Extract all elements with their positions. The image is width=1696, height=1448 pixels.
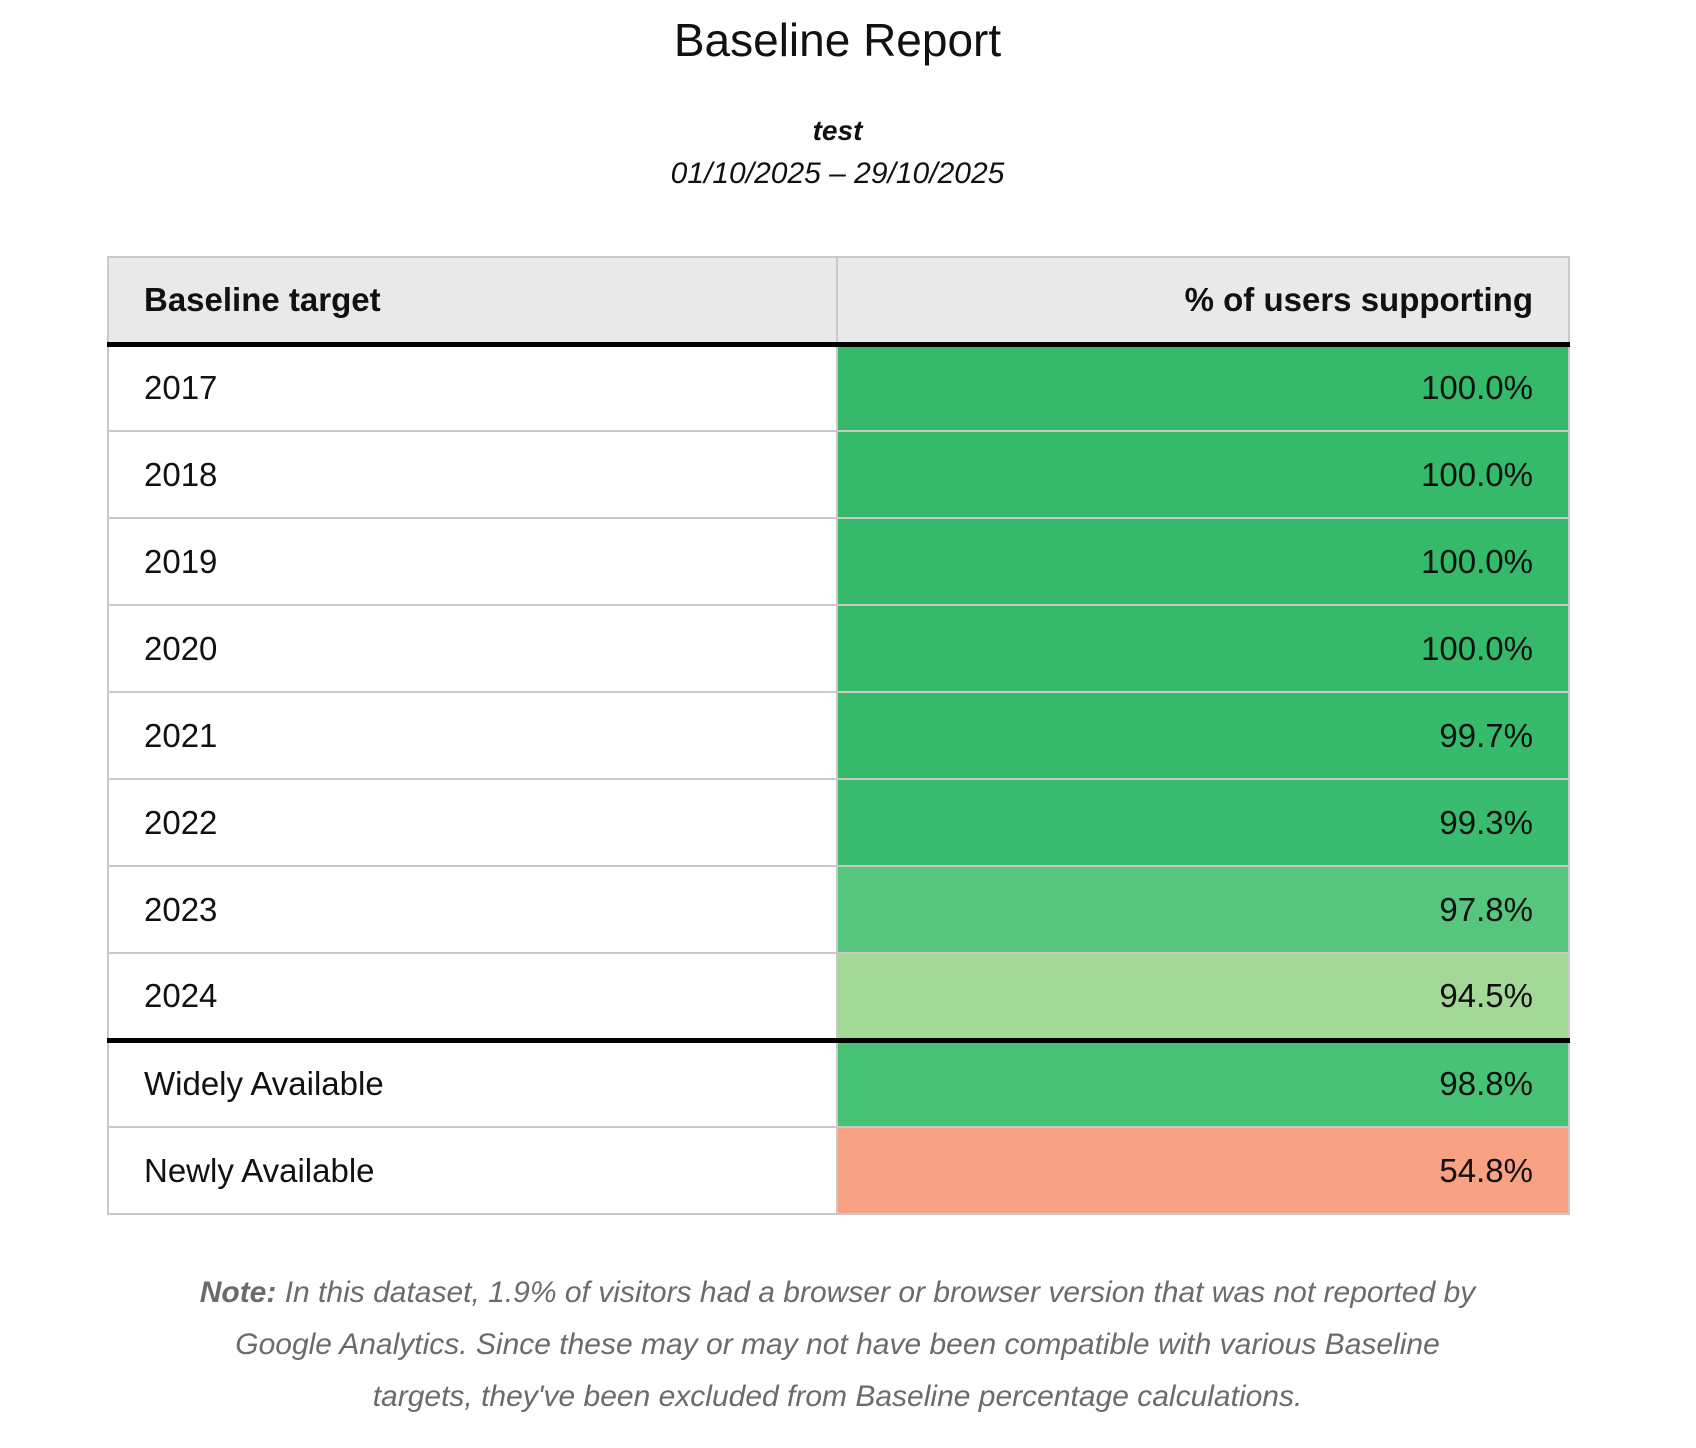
baseline-target-cell: Widely Available: [108, 1040, 837, 1127]
table-row-2018: [108, 431, 1569, 518]
table-row-2024: [108, 953, 1569, 1040]
pct-supporting-cell: 100.0%: [837, 431, 1569, 518]
pct-supporting-cell: 94.5%: [837, 953, 1569, 1040]
baseline-target-cell: 2018: [108, 431, 837, 518]
footnote-text: In this dataset, 1.9% of visitors had a browser or browser version that was not reported by Google Analytics. Since these may or may not have been compatible with various Baseline targets, they've been excluded from Baseline percentage calculations.: [235, 1276, 1476, 1413]
table-row-2019: [108, 518, 1569, 605]
page-title: Baseline Report: [673, 14, 1002, 66]
table-header-row: [108, 257, 1569, 344]
baseline-target-cell: Newly Available: [108, 1127, 837, 1214]
table-row-widely-available: [108, 1040, 1569, 1127]
footnote: [198, 1267, 1478, 1423]
table-row-2023: [108, 866, 1569, 953]
pct-supporting-cell: 100.0%: [837, 605, 1569, 692]
baseline-target-cell: 2021: [108, 692, 837, 779]
pct-supporting-cell: 54.8%: [837, 1127, 1569, 1214]
pct-supporting-cell: 100.0%: [837, 344, 1569, 431]
baseline-target-cell: 2024: [108, 953, 837, 1040]
table-row-2020: [108, 605, 1569, 692]
pct-supporting-cell: 99.3%: [837, 779, 1569, 866]
footnote-label: Note:: [199, 1276, 277, 1309]
report-subtitle: test: [812, 115, 863, 146]
baseline-table: [107, 256, 1570, 1215]
table-row-2021: [108, 692, 1569, 779]
column-header-baseline-target: Baseline target: [108, 257, 837, 344]
report-content: [107, 0, 1568, 1423]
table-row-2022: [108, 779, 1569, 866]
column-header-pct-users: % of users supporting: [837, 257, 1569, 344]
baseline-target-cell: 2017: [108, 344, 837, 431]
table-row-2017: [108, 344, 1569, 431]
pct-supporting-cell: 97.8%: [837, 866, 1569, 953]
table-row-newly-available: [108, 1127, 1569, 1214]
baseline-target-cell: 2020: [108, 605, 837, 692]
baseline-target-cell: 2023: [108, 866, 837, 953]
pct-supporting-cell: 100.0%: [837, 518, 1569, 605]
pct-supporting-cell: 98.8%: [837, 1040, 1569, 1127]
report-date-range: 01/10/2025 – 29/10/2025: [670, 157, 1005, 190]
baseline-target-cell: 2019: [108, 518, 837, 605]
pct-supporting-cell: 99.7%: [837, 692, 1569, 779]
baseline-target-cell: 2022: [108, 779, 837, 866]
